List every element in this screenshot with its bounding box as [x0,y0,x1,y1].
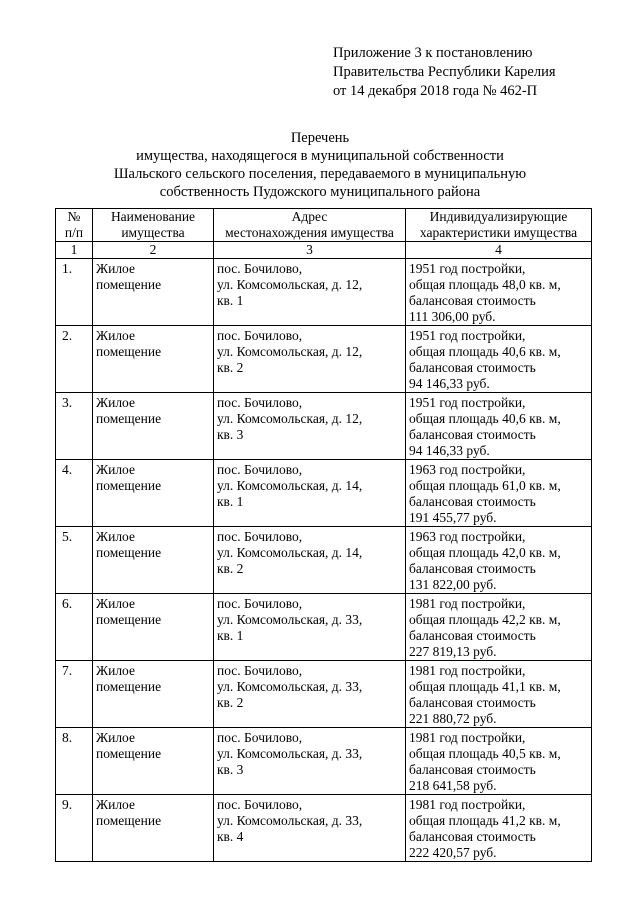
address-cell [214,728,406,795]
cell-line: помещение [96,813,162,828]
cell-line: Жилое [96,663,135,678]
cell-line: 227 819,13 руб. [409,644,497,659]
characteristics-cell [406,594,592,661]
row-number: 1. [56,259,93,326]
row-number: 6. [56,594,93,661]
property-name-cell [93,594,214,661]
table-row [56,661,592,728]
property-name-cell [93,795,214,862]
cell-line: общая площадь 48,0 кв. м, [409,277,561,292]
cell-line: помещение [96,679,162,694]
cell-line: 1981 год постройки, [409,730,526,745]
address-cell [214,326,406,393]
table-row [56,795,592,862]
cell-line: 94 146,33 руб. [409,376,490,391]
cell-line: 222 420,57 руб. [409,845,497,860]
cell-line: помещение [96,344,162,359]
cell-line: кв. 2 [217,695,244,710]
characteristics-cell [406,259,592,326]
property-name-cell [93,259,214,326]
cell-line: общая площадь 40,5 кв. м, [409,746,561,761]
column-number-row [56,242,592,259]
address-cell [214,661,406,728]
cell-line: ул. Комсомольская, д. 33, [217,612,363,627]
cell-line: балансовая стоимость [409,628,536,643]
header-address: Адрес местонахождения имущества [214,209,406,242]
table-row [56,326,592,393]
cell-line: балансовая стоимость [409,561,536,576]
column-number: 3 [214,242,406,259]
cell-line: общая площадь 42,0 кв. м, [409,545,561,560]
cell-line: общая площадь 40,6 кв. м, [409,411,561,426]
cell-line: 111 306,00 руб. [409,309,496,324]
cell-line: балансовая стоимость [409,494,536,509]
cell-line: кв. 1 [217,293,244,308]
cell-line: 1951 год постройки, [409,328,526,343]
cell-line: помещение [96,478,162,493]
title-line: собственность Пудожского муниципального района [159,184,481,200]
cell-line: кв. 1 [217,494,244,509]
cell-line: Жилое [96,261,135,276]
cell-line: общая площадь 41,1 кв. м, [409,679,561,694]
property-name-cell [93,661,214,728]
cell-line: ул. Комсомольская, д. 33, [217,679,363,694]
cell-line: ул. Комсомольская, д. 12, [217,277,363,292]
characteristics-cell [406,460,592,527]
cell-line: кв. 2 [217,561,244,576]
appendix-note [333,44,556,101]
title-line: Шальского сельского поселения, передаваемого в муниципальную [113,166,527,182]
cell-line: ул. Комсомольская, д. 33, [217,813,363,828]
cell-line: 1981 год постройки, [409,663,526,678]
row-number: 4. [56,460,93,527]
row-number: 9. [56,795,93,862]
cell-line: пос. Бочилово, [217,328,303,343]
address-cell [214,795,406,862]
cell-line: помещение [96,545,162,560]
cell-line: балансовая стоимость [409,427,536,442]
cell-line: ул. Комсомольская, д. 14, [217,478,363,493]
cell-line: 1963 год постройки, [409,462,526,477]
cell-line: балансовая стоимость [409,695,536,710]
cell-line: помещение [96,612,162,627]
cell-line: пос. Бочилово, [217,730,303,745]
cell-line: 1963 год постройки, [409,529,526,544]
appendix-line: Приложение 3 к постановлению [333,45,533,61]
cell-line: пос. Бочилово, [217,797,303,812]
table-header-row [56,209,592,242]
table-body [56,259,592,862]
property-name-cell [93,460,214,527]
cell-line: 1951 год постройки, [409,261,526,276]
row-number: 5. [56,527,93,594]
cell-line: ул. Комсомольская, д. 12, [217,411,363,426]
cell-line: пос. Бочилово, [217,395,303,410]
column-number: 1 [56,242,93,259]
cell-line: Жилое [96,529,135,544]
cell-line: Жилое [96,395,135,410]
characteristics-cell [406,728,592,795]
cell-line: общая площадь 61,0 кв. м, [409,478,561,493]
cell-line: пос. Бочилово, [217,529,303,544]
header-name: Наименование имущества [93,209,214,242]
cell-line: помещение [96,746,162,761]
address-cell [214,527,406,594]
characteristics-cell [406,527,592,594]
row-number: 2. [56,326,93,393]
cell-line: пос. Бочилово, [217,596,303,611]
cell-line: 1981 год постройки, [409,797,526,812]
cell-line: 221 880,72 руб. [409,711,497,726]
cell-line: общая площадь 40,6 кв. м, [409,344,561,359]
cell-line: балансовая стоимость [409,293,536,308]
property-name-cell [93,326,214,393]
appendix-line: Правительства Республики Карелия [333,64,556,80]
cell-line: кв. 3 [217,762,244,777]
cell-line: общая площадь 42,2 кв. м, [409,612,561,627]
characteristics-cell [406,393,592,460]
table-row [56,594,592,661]
cell-line: общая площадь 41,2 кв. м, [409,813,561,828]
cell-line: балансовая стоимость [409,829,536,844]
cell-line: Жилое [96,596,135,611]
header-number: № п/п [56,209,93,242]
header-characteristics: Индивидуализирующие характеристики имущества [406,209,592,242]
title-line: имущества, находящегося в муниципальной собственности [136,148,504,164]
cell-line: пос. Бочилово, [217,261,303,276]
row-number: 7. [56,661,93,728]
appendix-line: от 14 декабря 2018 года № 462-П [333,83,538,99]
table-row [56,527,592,594]
property-table [55,208,592,862]
table-row [56,393,592,460]
cell-line: кв. 4 [217,829,244,844]
table-row [56,728,592,795]
cell-line: ул. Комсомольская, д. 33, [217,746,363,761]
cell-line: помещение [96,277,162,292]
cell-line: Жилое [96,797,135,812]
document-title [60,129,580,201]
cell-line: 1981 год постройки, [409,596,526,611]
title-line: Перечень [290,130,350,146]
cell-line: Жилое [96,328,135,343]
cell-line: 191 455,77 руб. [409,510,497,525]
cell-line: ул. Комсомольская, д. 14, [217,545,363,560]
cell-line: пос. Бочилово, [217,462,303,477]
cell-line: 218 641,58 руб. [409,778,497,793]
row-number: 3. [56,393,93,460]
table-row [56,259,592,326]
characteristics-cell [406,326,592,393]
address-cell [214,460,406,527]
column-number: 4 [406,242,592,259]
characteristics-cell [406,795,592,862]
address-cell [214,594,406,661]
cell-line: Жилое [96,730,135,745]
table-row [56,460,592,527]
characteristics-cell [406,661,592,728]
property-name-cell [93,728,214,795]
address-cell [214,259,406,326]
cell-line: кв. 1 [217,628,244,643]
cell-line: пос. Бочилово, [217,663,303,678]
cell-line: балансовая стоимость [409,762,536,777]
property-name-cell [93,393,214,460]
row-number: 8. [56,728,93,795]
cell-line: 131 822,00 руб. [409,577,497,592]
cell-line: кв. 3 [217,427,244,442]
address-cell [214,393,406,460]
cell-line: ул. Комсомольская, д. 12, [217,344,363,359]
column-number: 2 [93,242,214,259]
cell-line: Жилое [96,462,135,477]
property-name-cell [93,527,214,594]
cell-line: помещение [96,411,162,426]
cell-line: 1951 год постройки, [409,395,526,410]
cell-line: кв. 2 [217,360,244,375]
cell-line: 94 146,33 руб. [409,443,490,458]
cell-line: балансовая стоимость [409,360,536,375]
